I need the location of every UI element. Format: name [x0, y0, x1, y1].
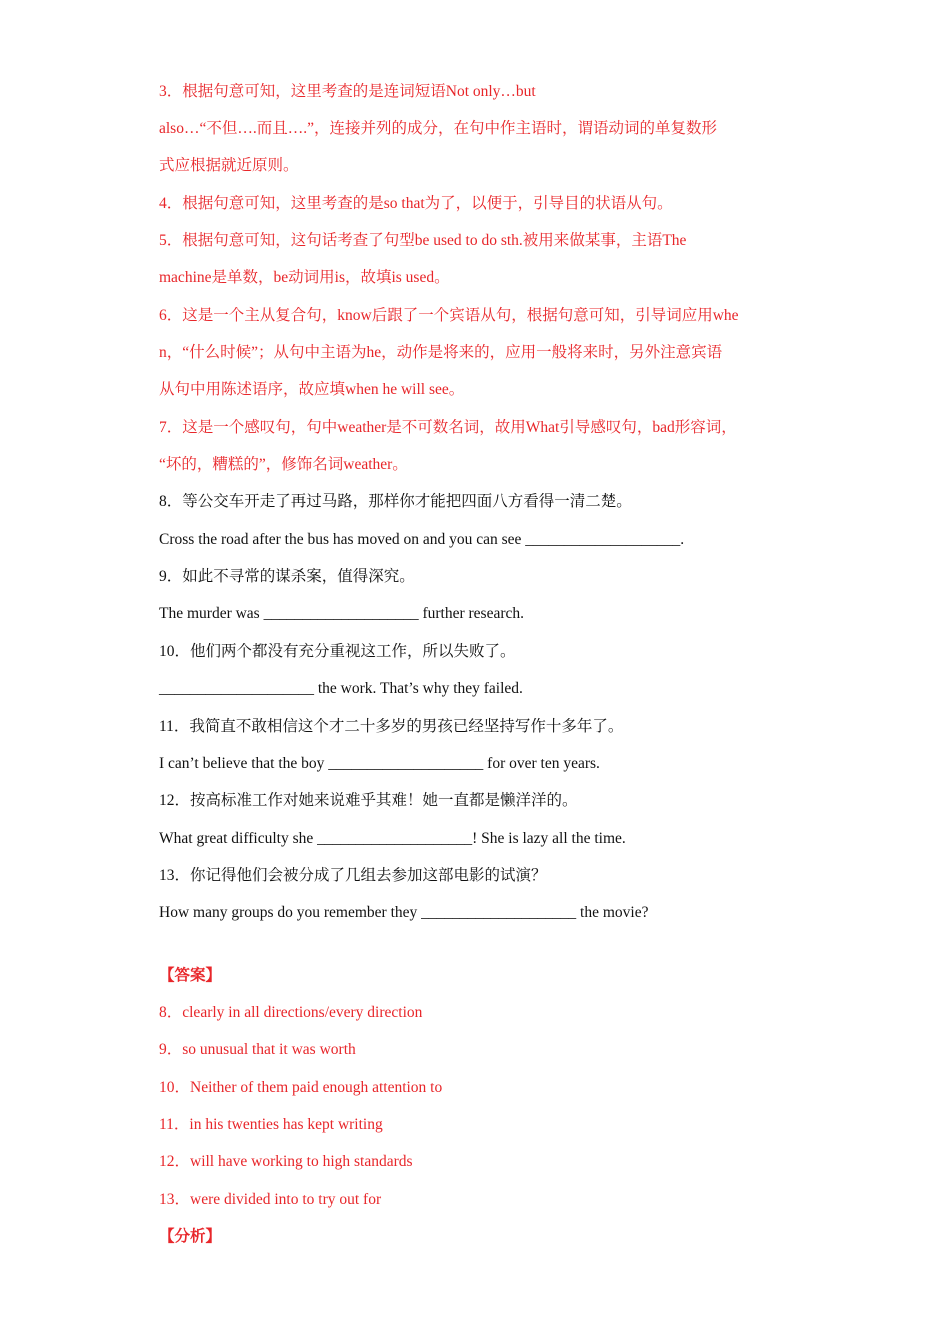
explanation-3-line-2: also…“不但….而且….”，连接并列的成分，在句中作主语时，谓语动词的单复数形	[159, 120, 717, 137]
answer-9: 9．so unusual that it was worth	[159, 1041, 356, 1058]
question-9-english: The murder was ____________________ further research.	[159, 605, 525, 622]
explanation-7-line-2: “坏的，糟糕的”，修饰名词weather。	[159, 456, 408, 473]
question-13-chinese: 13．你记得他们会被分成了几组去参加这部电影的试演？	[159, 867, 547, 884]
question-11-chinese: 11．我简直不敢相信这个才二十多岁的男孩已经坚持写作十多年了。	[159, 718, 624, 735]
question-8-english: Cross the road after the bus has moved on and you can see ____________________.	[159, 531, 685, 548]
explanation-3-line-3: 式应根据就近原则。	[159, 157, 299, 174]
explanation-5-line-1: 5．根据句意可知，这句话考查了句型be used to do sth.被用来做某事，主语The	[159, 232, 687, 249]
answer-10: 10．Neither of them paid enough attention to	[159, 1079, 443, 1096]
explanation-6-line-2: n，“什么时候”；从句中主语为he，动作是将来的，应用一般将来时，另外注意宾语	[159, 344, 723, 361]
answer-12: 12．will have working to high standards	[159, 1153, 413, 1170]
explanation-7-line-1: 7．这是一个感叹句，句中weather是不可数名词，故用What引导感叹句，bad形容词，	[159, 419, 737, 436]
question-8-chinese: 8．等公交车开走了再过马路，那样你才能把四面八方看得一清二楚。	[159, 493, 632, 510]
explanation-3-line-1: 3．根据句意可知，这里考查的是连词短语Not only…but	[159, 83, 536, 100]
explanation-6-line-1: 6．这是一个主从复合句，know后跟了一个宾语从句，根据句意可知，引导词应用whe	[159, 307, 739, 324]
answer-11: 11．in his twenties has kept writing	[159, 1116, 383, 1133]
analysis-heading: 【分析】	[159, 1228, 222, 1245]
question-13-english: How many groups do you remember they ____________________ the movie?	[159, 904, 649, 921]
question-12-english: What great difficulty she ____________________! She is lazy all the time.	[159, 830, 626, 847]
answer-8: 8．clearly in all directions/every direction	[159, 1004, 423, 1021]
question-11-english: I can’t believe that the boy ____________________ for over ten years.	[159, 755, 600, 772]
answer-13: 13．were divided into to try out for	[159, 1191, 382, 1208]
explanation-4: 4．根据句意可知，这里考查的是so that为了，以便于，引导目的状语从句。	[159, 195, 673, 212]
explanation-5-line-2: machine是单数，be动词用is，故填is used。	[159, 269, 450, 286]
question-10-english: ____________________ the work. That’s why they failed.	[159, 680, 523, 697]
question-12-chinese: 12．按高标准工作对她来说难乎其难！她一直都是懒洋洋的。	[159, 792, 578, 809]
question-10-chinese: 10．他们两个都没有充分重视这工作，所以失败了。	[159, 643, 516, 660]
question-9-chinese: 9．如此不寻常的谋杀案，值得深究。	[159, 568, 415, 585]
answer-heading: 【答案】	[159, 967, 222, 984]
explanation-6-line-3: 从句中用陈述语序，故应填when he will see。	[159, 381, 465, 398]
